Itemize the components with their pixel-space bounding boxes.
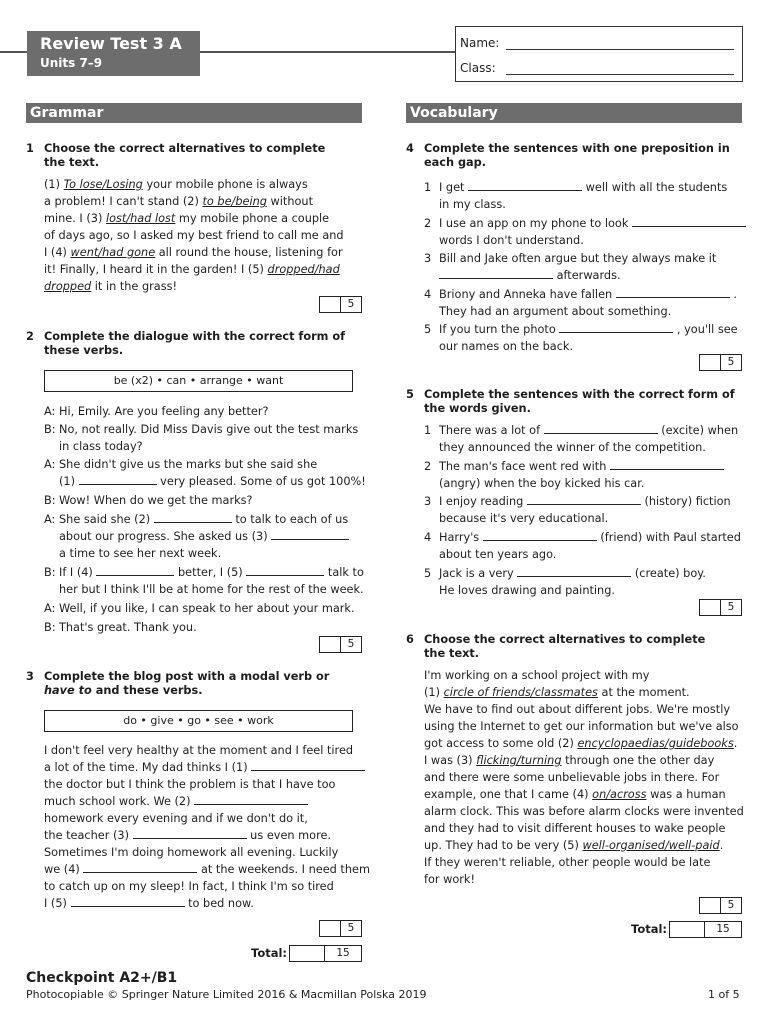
q3-instruction: Complete the blog post with a modal verb or have to and these verbs.	[44, 670, 330, 697]
q5-number: 5	[406, 388, 414, 401]
q3-score-box[interactable]: 5	[319, 920, 362, 937]
q5-score-box[interactable]: 5	[699, 599, 742, 616]
name-label: Name:	[460, 36, 500, 50]
q6-number: 6	[406, 633, 414, 646]
q3-gap-3[interactable]	[133, 828, 247, 839]
q4-instruction: Complete the sentences with one preposition in each gap.	[424, 142, 730, 169]
q4-score-box[interactable]: 5	[699, 354, 742, 371]
q3-gap-5[interactable]	[71, 896, 185, 907]
q4-gap-1[interactable]	[468, 180, 582, 191]
q6-answer-2: encyclopaedias/guidebooks	[577, 737, 734, 750]
vocabulary-total-label: Total:	[631, 922, 668, 936]
q4-gap-5[interactable]	[559, 322, 673, 333]
q6-answer-3: flicking/turning	[476, 754, 562, 767]
q6-answer-4: on/across	[592, 788, 647, 801]
q1-answer-5: dropped/had	[267, 263, 340, 276]
q1-number: 1	[26, 142, 34, 155]
q4-gap-2[interactable]	[632, 216, 746, 227]
q5-gap-2[interactable]	[610, 459, 724, 470]
grammar-section-header: Grammar	[26, 103, 362, 123]
footer-copyright: Photocopiable © Springer Nature Limited 2016 & Macmillan Polska 2019	[26, 988, 427, 1001]
q6-instruction: Choose the correct alternatives to complete the text.	[424, 633, 706, 660]
q6-answer-1: circle of friends/classmates	[443, 686, 598, 699]
q1-answer-4: went/had gone	[70, 246, 156, 259]
q2-instruction: Complete the dialogue with the correct form of these verbs.	[44, 330, 346, 357]
q2-gap-3[interactable]	[271, 529, 349, 540]
q2-word-box: be (x2) • can • arrange • want	[44, 370, 353, 392]
q3-gap-2[interactable]	[194, 794, 308, 805]
vocabulary-section-header: Vocabulary	[406, 103, 742, 123]
q3-word-box: do • give • go • see • work	[44, 710, 353, 732]
q2-score-box[interactable]: 5	[319, 636, 362, 653]
footer-title: Checkpoint A2+/B1	[26, 970, 178, 986]
page-subtitle: Units 7–9	[40, 56, 103, 70]
q5-gap-5[interactable]	[517, 566, 631, 577]
q2-gap-1[interactable]	[79, 474, 157, 485]
class-label: Class:	[460, 61, 496, 75]
q2-gap-2[interactable]	[154, 512, 232, 523]
q1-score-box[interactable]: 5	[319, 296, 362, 313]
page-title: Review Test 3 A	[40, 34, 182, 53]
q3-gap-1[interactable]	[251, 760, 365, 771]
title-block	[27, 31, 200, 76]
q6-score-box[interactable]: 5	[699, 897, 742, 914]
q4-number: 4	[406, 142, 414, 155]
q5-gap-3[interactable]	[527, 494, 641, 505]
q2-gap-5[interactable]	[246, 565, 324, 576]
q4-gap-4[interactable]	[616, 287, 730, 298]
q2-gap-4[interactable]	[96, 565, 174, 576]
grammar-total-box[interactable]: 15	[289, 945, 362, 962]
q6-answer-5: well-organised/well-paid	[582, 839, 720, 852]
q2-number: 2	[26, 330, 34, 343]
grammar-total-label: Total:	[251, 946, 288, 960]
q1-answer-3: lost/had lost	[105, 212, 176, 225]
page-number: 1 of 5	[708, 988, 740, 1001]
q5-gap-1[interactable]	[544, 423, 658, 434]
q1-instruction: Choose the correct alternatives to complete the text.	[44, 142, 326, 169]
q5-gap-4[interactable]	[483, 530, 597, 541]
q3-gap-4[interactable]	[83, 862, 197, 873]
q1-answer-2: to be/being	[202, 195, 267, 208]
q4-gap-3[interactable]	[439, 268, 553, 279]
vocabulary-total-box[interactable]: 15	[669, 921, 742, 938]
q1-answer-1: To lose/Losing	[63, 178, 143, 191]
class-field[interactable]	[506, 74, 734, 75]
q3-number: 3	[26, 670, 34, 683]
name-class-box	[455, 26, 743, 82]
name-field[interactable]	[506, 49, 734, 50]
q5-instruction: Complete the sentences with the correct form of the words given.	[424, 388, 735, 415]
